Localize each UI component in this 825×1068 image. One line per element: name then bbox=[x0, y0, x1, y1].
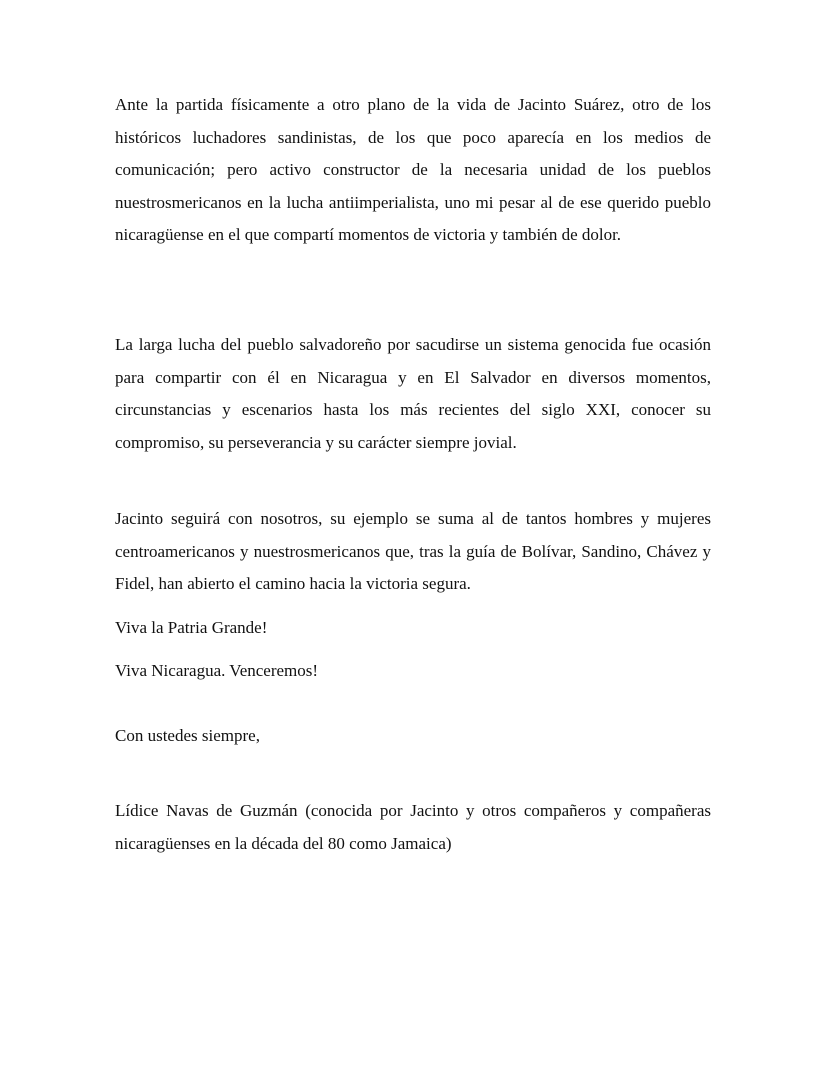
closing-line-2: Viva Nicaragua. Venceremos! bbox=[115, 661, 319, 680]
closing-line-1: Viva la Patria Grande! bbox=[115, 618, 268, 637]
paragraph-1: Ante la partida físicamente a otro plano de la vida de Jacinto Suárez, otro de los históricos luchadores sandinistas, de los que poco aparecía en los medios de comunicación; pero activo constructor de la necesaria unidad de los pueblos nuestrosmericanos en la lucha antiimperialista, uno mi pesar al de ese querido pueblo nicaragüense en el que compartí momentos de victoria y también de dolor. bbox=[115, 95, 711, 244]
paragraph-2: La larga lucha del pueblo salvadoreño por sacudirse un sistema genocida fue ocasión para compartir con él en Nicaragua y en El Salvador en diversos momentos, circunstancias y escenarios hasta los más recientes del siglo XXI, conocer su compromiso, su perseverancia y su carácter siempre jovial. bbox=[115, 335, 711, 452]
paragraph-3: Jacinto seguirá con nosotros, su ejemplo se suma al de tantos hombres y mujeres centroamericanos y nuestrosmericanos que, tras la guía de Bolívar, Sandino, Chávez y Fidel, han abierto el camino hacia la victoria segura. bbox=[115, 509, 711, 593]
signature: Lídice Navas de Guzmán (conocida por Jacinto y otros compañeros y compañeras nicaragüenses en la década del 80 como Jamaica) bbox=[115, 801, 711, 853]
salutation: Con ustedes siempre, bbox=[115, 726, 260, 745]
